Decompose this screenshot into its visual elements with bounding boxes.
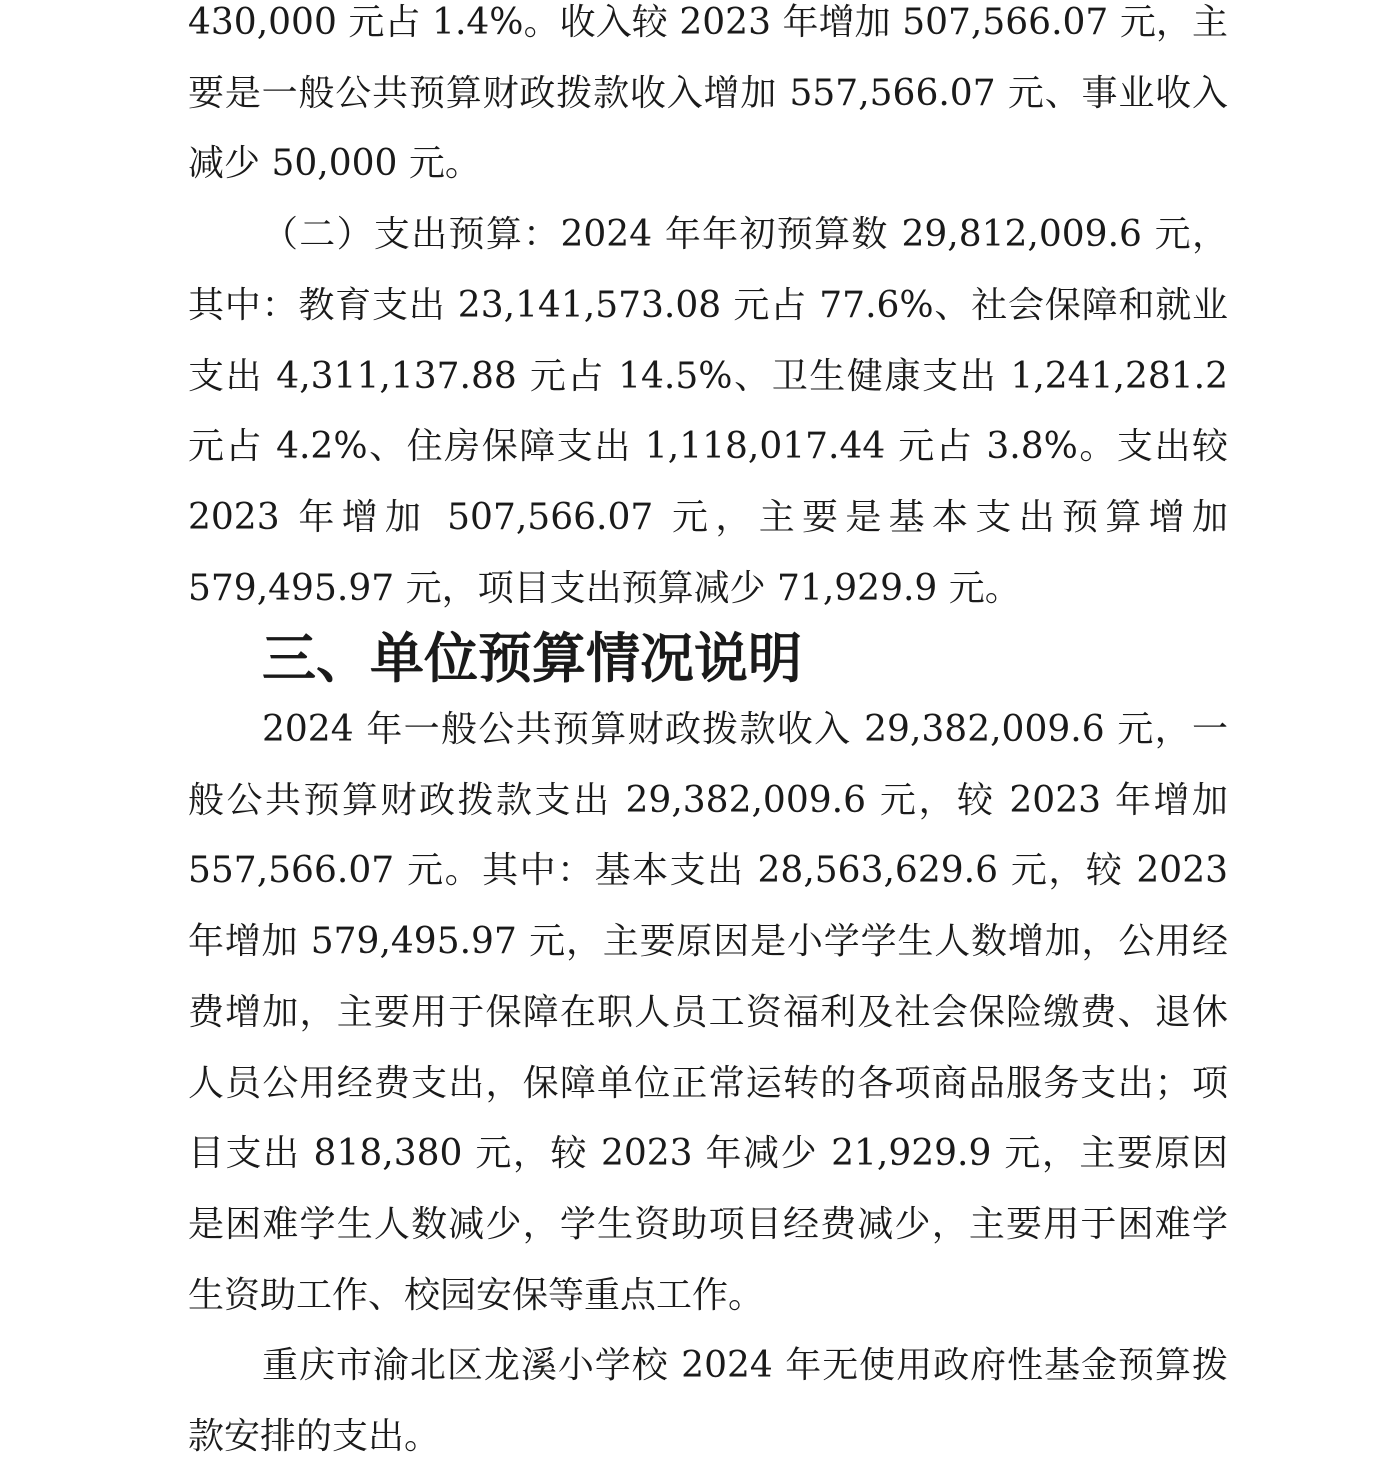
section-heading-unit-budget: 三、单位预算情况说明 (262, 627, 802, 691)
paragraph-income-continuation: 430,000 元占 1.4%。收入较 2023 年增加 507,566.07 元，主要是一般公共预算财政拨款收入增加 557,566.07 元、事业收入减少 50,000 元。 (188, 2, 1228, 185)
paragraph-general-public-budget: 2024 年一般公共预算财政拨款收入 29,382,009.6 元，一般公共预算财政拨款支出 29,382,009.6 元，较 2023 年增加 557,566.07 元。其中：基本支出 28,563,629.6 元，较 2023 年增加 579,495.97 元，主要原因是小学学生人数增加，公用经费增加，主要用于保障在职人员工资福利及社会保险缴费、退休人员公用经费支出，保障单位正常运转的各项商品服务支出；项目支出 818,380 元，较 2023 年减少 21,929.9 元，主要原因是困难学生人数减少，学生资助项目经费减少，主要用于困难学生资助工作、校园安保等重点工作。 (188, 709, 1228, 1316)
document-body (188, 0, 1228, 1473)
paragraph-government-fund-budget: 重庆市渝北区龙溪小学校 2024 年无使用政府性基金预算拨款安排的支出。 (188, 1345, 1228, 1458)
paragraph-expenditure-budget: （二）支出预算：2024 年年初预算数 29,812,009.6 元，其中：教育支出 23,141,573.08 元占 77.6%、社会保障和就业支出 4,311,137.88 元占 14.5%、卫生健康支出 1,241,281.2 元占 4.2%、住房保障支出 1,118,017.44 元占 3.8%。支出较 2023 年增加 507,566.07 元，主要是基本支出预算增加 579,495.97 元，项目支出预算减少 71,929.9 元。 (188, 214, 1228, 609)
